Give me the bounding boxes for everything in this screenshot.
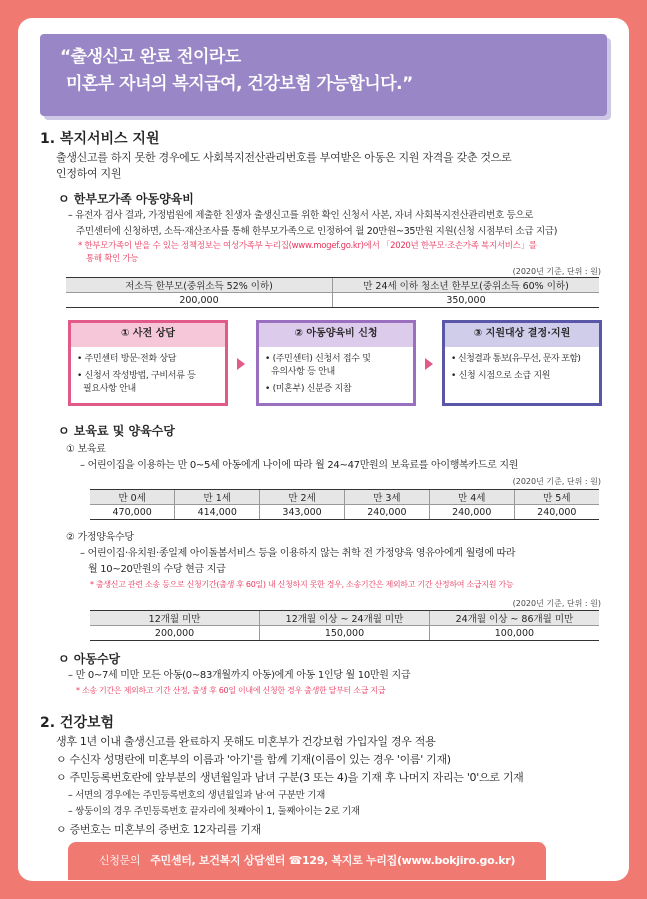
table-row xyxy=(66,293,599,308)
step-3-item: • 신청결과 통보(유·무선, 문자 포함) xyxy=(451,354,581,364)
section-2-desc: 생후 1년 이내 출생신고를 완료하지 못해도 미혼부가 건강보험 가입자일 경우 적용 xyxy=(56,735,436,748)
section-2-bullet-2: ㅇ 주민등록번호란에 앞부분의 생년월일과 남녀 구분(3 또는 4)을 기재 후 나머지 자리는 '0'으로 기재 xyxy=(56,771,524,784)
step-arrow-icon xyxy=(425,358,433,370)
table-cell: 200,000 xyxy=(90,626,260,641)
step-2-item: 유의사항 등 안내 xyxy=(271,367,335,377)
step-2-box xyxy=(256,320,416,406)
childcare-title: ㅇ 보육료 및 양육수당 xyxy=(58,424,175,438)
contact-footer xyxy=(68,842,546,880)
single-parent-unit: (2020년 기준, 단위 : 원) xyxy=(512,267,601,276)
footer-contact: 주민센터, 보건복지 상담센터 ☎129, 복지로 누리집(www.bokjiro.go.kr) xyxy=(150,854,516,867)
table-cell: 414,000 xyxy=(175,505,260,520)
step-1-item: 필요사항 안내 xyxy=(83,384,136,394)
childcare-fee-line-1: – 어린이집을 이용하는 만 0~5세 아동에게 나이에 따라 월 24~47만원의 보육료를 아이행복카드로 지원 xyxy=(80,460,519,471)
section-1-title: 1. 복지서비스 지원 xyxy=(40,131,160,147)
step-3-box xyxy=(442,320,602,406)
table-cell: 240,000 xyxy=(429,505,514,520)
home-care-title: ② 가정양육수당 xyxy=(66,532,134,543)
step-3-title: ③ 지원대상 결정·지원 xyxy=(445,323,599,347)
section-2-bullet-2a: – 서면의 경우에는 주민등록번호의 생년월일과 남·여 구분만 기재 xyxy=(68,790,326,801)
section-2-title: 2. 건강보험 xyxy=(40,715,115,731)
home-care-note: * 출생신고 관련 소송 등으로 신청기간(출생 후 60일) 내 신청하지 못한 경우, 소송기간은 제외하고 기간 산정하여 소급지원 가능 xyxy=(90,580,514,589)
table-header: 만 2세 xyxy=(260,490,345,505)
childcare-fee-unit: (2020년 기준, 단위 : 원) xyxy=(512,477,601,486)
step-1-item: • 주민센터 방문·전화 상담 xyxy=(77,354,177,364)
section-1-desc-2: 인정하여 지원 xyxy=(56,167,122,180)
table-header: 만 0세 xyxy=(90,490,175,505)
table-cell: 350,000 xyxy=(333,293,600,308)
table-header: 만 24세 이하 청소년 한부모(중위소득 60% 이하) xyxy=(333,278,600,293)
child-allowance-line-1: – 만 0~7세 미만 모든 아동(0~83개월까지 아동)에게 아동 1인당 월 10만원 지급 xyxy=(68,670,411,681)
headline-line-1: “출생신고 완료 전이라도 xyxy=(60,47,241,67)
child-allowance-note: * 소송 기간은 제외하고 기간 산정, 출생 후 60일 이내에 신청한 경우 출생한 달부터 소급 지급 xyxy=(76,686,386,695)
child-allowance-title: ㅇ 아동수당 xyxy=(58,652,121,666)
table-header-row xyxy=(66,278,599,293)
table-header: 24개월 이상 ~ 86개월 미만 xyxy=(429,611,599,626)
footer-label: 신청문의 xyxy=(98,854,141,867)
step-1-item: • 신청서 작성방법, 구비서류 등 xyxy=(77,371,196,381)
home-care-table xyxy=(90,610,599,641)
table-header-row xyxy=(90,611,599,626)
table-cell: 470,000 xyxy=(90,505,175,520)
table-header: 만 3세 xyxy=(344,490,429,505)
single-parent-line-2: 주민센터에 신청하면, 소득·재산조사를 통해 한부모가족으로 인정하여 월 20만원~35만원 지원(신청 시점부터 소급 지급) xyxy=(76,226,558,237)
table-row xyxy=(90,505,599,520)
headline-line-2: 미혼부 자녀의 복지급여, 건강보험 가능합니다.” xyxy=(66,74,413,94)
step-1-box xyxy=(68,320,228,406)
section-2-bullet-2b: – 쌍둥이의 경우 주민등록번호 끝자리에 첫째아이 1, 둘째아이는 2로 기재 xyxy=(68,806,360,817)
single-parent-title: ㅇ 한부모가족 아동양육비 xyxy=(58,192,194,206)
section-1-desc-1: 출생신고를 하지 못한 경우에도 사회복지전산관리번호를 부여받은 아동은 지원 자격을 갖춘 것으로 xyxy=(56,151,512,164)
table-cell: 100,000 xyxy=(429,626,599,641)
section-2-bullet-3: ㅇ 증번호는 미혼부의 증번호 12자리를 기재 xyxy=(56,823,261,836)
single-parent-note-2: 통해 확인 가능 xyxy=(86,254,139,264)
step-2-item: • (주민센터) 신청서 접수 및 xyxy=(265,354,371,364)
table-cell: 150,000 xyxy=(260,626,430,641)
table-header: 12개월 이상 ~ 24개월 미만 xyxy=(260,611,430,626)
table-cell: 240,000 xyxy=(344,505,429,520)
section-2-bullet-1: ㅇ 수신자 성명란에 미혼부의 이름과 '아기'를 함께 기재(이름이 있는 경우 '이름' 기재) xyxy=(56,753,451,766)
table-row xyxy=(90,626,599,641)
step-2-title: ② 아동양육비 신청 xyxy=(259,323,413,347)
single-parent-note-1: * 한부모가족이 받을 수 있는 정책정보는 여성가족부 누리집(www.mogef.go.kr)에서 「2020년 한부모·조손가족 복지서비스」를 xyxy=(78,241,537,251)
home-care-line-1: – 어린이집·유치원·종일제 아이돌봄서비스 등을 이용하지 않는 취학 전 가정양육 영유아에게 월령에 따라 xyxy=(80,548,516,559)
table-cell: 343,000 xyxy=(260,505,345,520)
step-3-item: • 신청 시점으로 소급 지원 xyxy=(451,371,551,381)
childcare-fee-table xyxy=(90,489,599,520)
table-header: 만 4세 xyxy=(429,490,514,505)
table-cell: 200,000 xyxy=(66,293,333,308)
childcare-fee-title: ① 보육료 xyxy=(66,444,106,455)
headline-banner xyxy=(40,34,607,116)
step-2-item: • (미혼부) 신분증 지참 xyxy=(265,384,352,394)
home-care-line-2: 월 10~20만원의 수당 현금 지급 xyxy=(88,564,226,575)
table-header-row xyxy=(90,490,599,505)
document-sheet xyxy=(18,18,629,881)
table-header: 만 1세 xyxy=(175,490,260,505)
step-arrow-icon xyxy=(237,358,245,370)
table-cell: 240,000 xyxy=(514,505,599,520)
table-header: 저소득 한부모(중위소득 52% 이하) xyxy=(66,278,333,293)
step-1-title: ① 사전 상담 xyxy=(71,323,225,347)
table-header: 12개월 미만 xyxy=(90,611,260,626)
home-care-unit: (2020년 기준, 단위 : 원) xyxy=(512,599,601,608)
single-parent-line-1: – 유전자 검사 결과, 가정법원에 제출한 친생자 출생신고를 위한 확인 신청서 사본, 자녀 사회복지전산관리번호 등으로 xyxy=(68,210,534,221)
table-header: 만 5세 xyxy=(514,490,599,505)
single-parent-table xyxy=(66,277,599,308)
